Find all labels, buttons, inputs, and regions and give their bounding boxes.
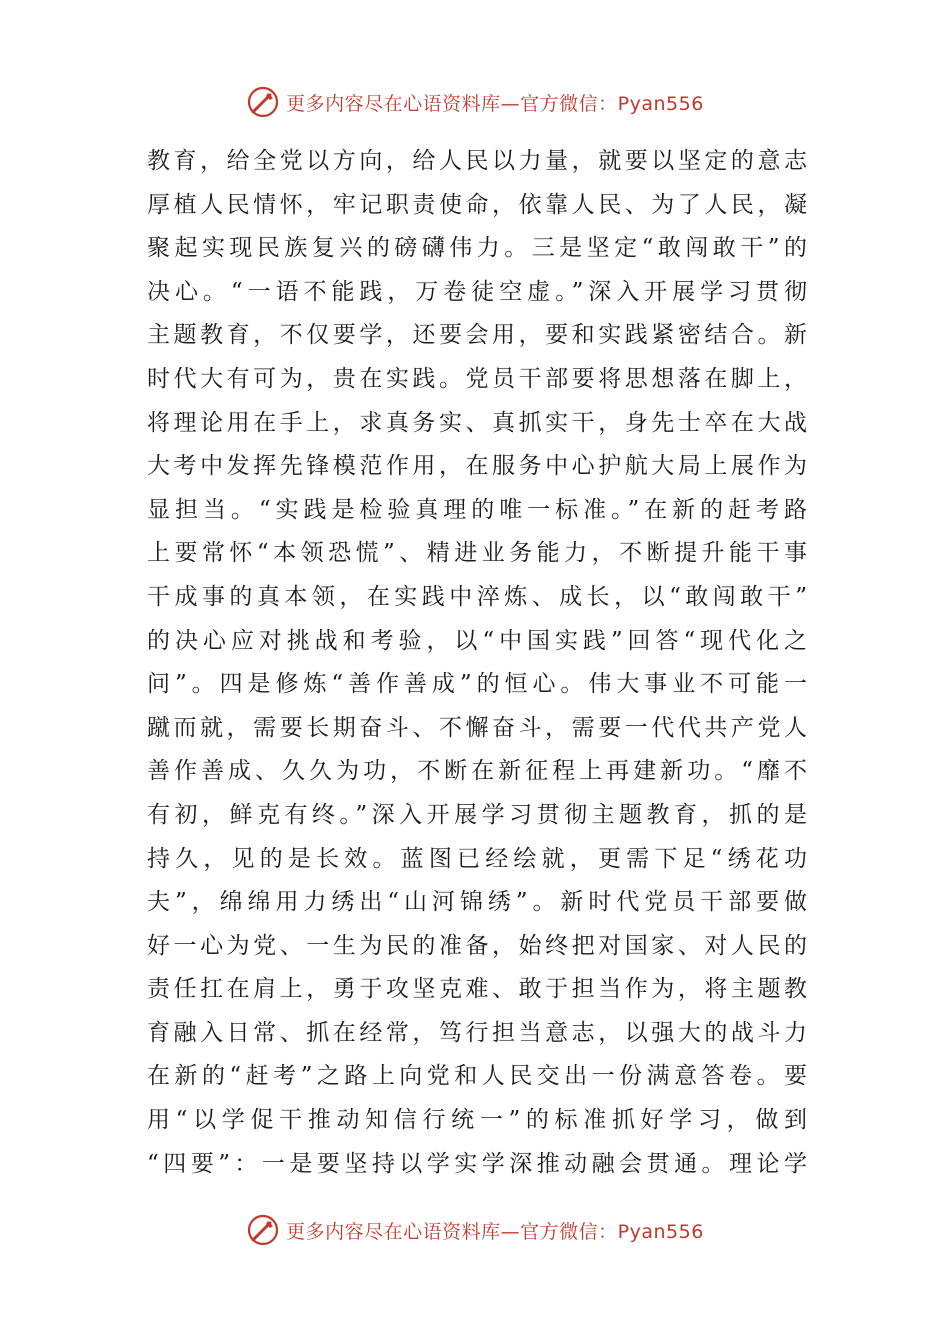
text-line: 责任扛在肩上，勇于攻坚克难、敢于担当作为，将主题教 <box>147 976 807 1003</box>
text-line: “四要”：一是要坚持以学实学深推动融会贯通。理论学 <box>147 1150 807 1177</box>
text-line: 干成事的真本领，在实践中淬炼、成长，以“敢闯敢干” <box>147 583 807 610</box>
text-line: 蹴而就，需要长期奋斗、不懈奋斗，需要一代代共产党人 <box>147 714 807 741</box>
header-banner <box>0 82 950 122</box>
text-line: 将理论用在手上，求真务实、真抓实干，身先士卒在大战 <box>147 409 807 436</box>
footer-banner <box>0 1210 950 1250</box>
footer-banner-text: 更多内容尽在心语资料库—官方微信：Pyan556 <box>286 1220 704 1243</box>
text-line: 育融入日常、抓在经常，笃行担当意志，以强大的战斗力 <box>147 1019 807 1046</box>
text-line: 教育，给全党以方向，给人民以力量，就要以坚定的意志 <box>147 148 807 174</box>
pen-logo-icon <box>246 85 280 119</box>
header-banner-text: 更多内容尽在心语资料库—官方微信：Pyan556 <box>286 92 704 115</box>
text-line: 显担当。“实践是检验真理的唯一标准。”在新的赶考路 <box>147 496 807 523</box>
text-line: 持久，见的是长效。蓝图已经绘就，更需下足“绣花功 <box>147 845 807 872</box>
text-line: 夫”，绵绵用力绣出“山河锦绣”。新时代党员干部要做 <box>147 889 807 916</box>
text-line: 善作善成、久久为功，不断在新征程上再建新功。“靡不 <box>147 758 807 785</box>
text-line: 好一心为党、一生为民的准备，始终把对国家、对人民的 <box>147 932 807 959</box>
text-line: 主题教育，不仅要学，还要会用，要和实践紧密结合。新 <box>147 322 807 349</box>
text-line: 问”。四是修炼“善作善成”的恒心。伟大事业不可能一 <box>147 671 807 698</box>
text-line: 厚植人民情怀，牢记职责使命，依靠人民、为了人民，凝 <box>147 191 807 218</box>
text-line: 用“以学促干推动知信行统一”的标准抓好学习，做到 <box>147 1107 807 1134</box>
pen-logo-icon <box>246 1213 280 1247</box>
text-line: 的决心应对挑战和考验，以“中国实践”回答“现代化之 <box>147 627 807 654</box>
text-line: 在新的“赶考”之路上向党和人民交出一份满意答卷。要 <box>147 1063 807 1090</box>
text-line: 上要常怀“本领恐慌”、精进业务能力，不断提升能干事 <box>147 540 807 567</box>
text-line: 大考中发挥先锋模范作用，在服务中心护航大局上展作为 <box>147 453 807 480</box>
document-body <box>147 140 807 1186</box>
text-line: 决心。“一语不能践，万卷徒空虚。”深入开展学习贯彻 <box>147 278 807 305</box>
text-line: 有初，鲜克有终。”深入开展学习贯彻主题教育，抓的是 <box>147 801 807 828</box>
text-line: 时代大有可为，贵在实践。党员干部要将思想落在脚上， <box>147 365 807 392</box>
text-line: 聚起实现民族复兴的磅礴伟力。三是坚定“敢闯敢干”的 <box>147 235 807 262</box>
